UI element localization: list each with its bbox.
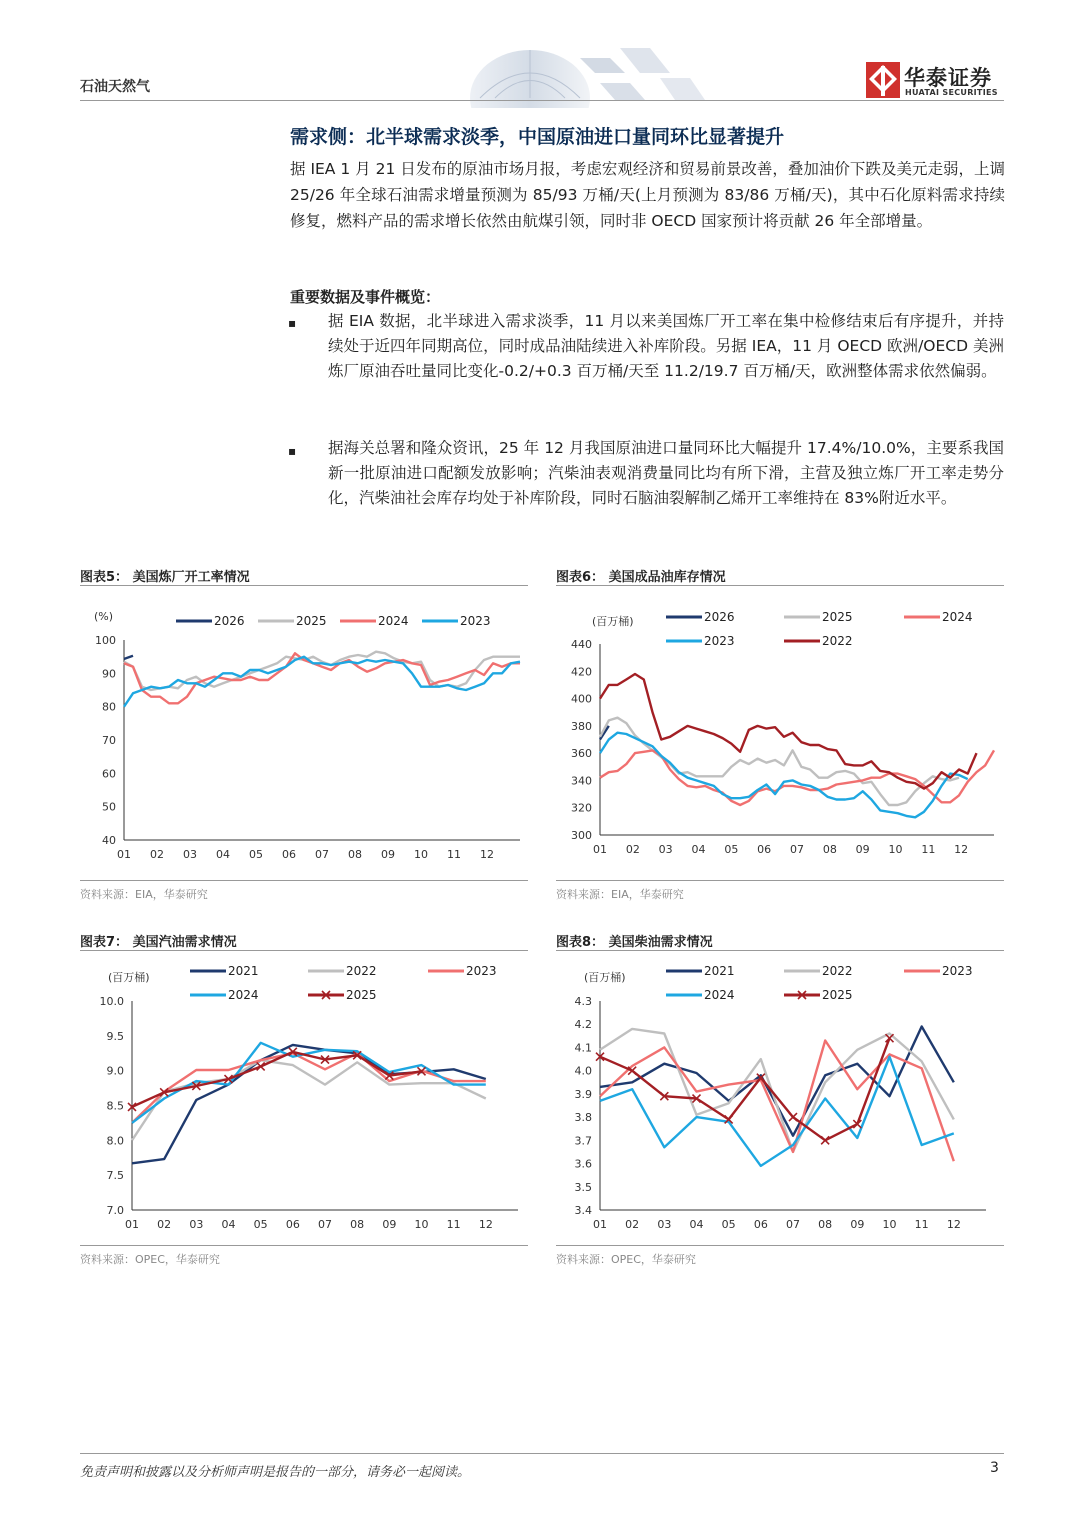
legend-item [308, 964, 377, 978]
bullet-text: 据海关总署和隆众资讯，25 年 12 月我国原油进口量同环比大幅提升 17.4%/10.0%，主要系我国新一批原油进口配额发放影响；汽柴油表观消费量同比均有所下滑，主营及独立炼厂开工率走势分化，汽柴油社会库存均处于补库阶段，同时石脑油裂解制乙烯开工率维持在 83%附近水平。 [328, 439, 1004, 507]
y-tick-label: 8.5 [106, 1099, 124, 1113]
legend-label: 2025 [822, 610, 853, 624]
x-tick-label: 06 [757, 843, 772, 856]
y-tick-label: 7.5 [106, 1169, 124, 1183]
x-tick-label: 08 [818, 1218, 833, 1231]
chart-product-inventory [556, 592, 1004, 874]
x-tick-label: 10 [414, 1218, 429, 1231]
x-tick-label: 12 [954, 843, 969, 856]
y-tick-label: 380 [571, 719, 592, 733]
legend-label: 2022 [346, 964, 377, 978]
legend-item [784, 610, 853, 624]
legend-label: 2024 [704, 988, 735, 1002]
legend-label: 2024 [228, 988, 259, 1002]
legend-label: 2025 [346, 988, 377, 1002]
x-tick-label: 11 [446, 1218, 461, 1231]
legend-item [308, 988, 377, 1002]
chart-refinery-utilization [80, 592, 528, 874]
chart-diesel-demand [556, 956, 1004, 1238]
y-tick-label: 70 [102, 734, 116, 747]
legend-label: 2021 [704, 964, 735, 978]
x-tick-label: 08 [350, 1218, 365, 1231]
figure-divider [556, 1245, 1004, 1246]
series-line-2025 [132, 1052, 422, 1107]
legend-item [422, 614, 491, 628]
x-tick-label: 02 [157, 1218, 172, 1231]
y-tick-label: 340 [571, 774, 592, 788]
x-tick-label: 01 [593, 843, 607, 856]
y-tick-label: 400 [571, 692, 592, 706]
legend-item [904, 964, 973, 978]
legend-item [784, 634, 853, 648]
x-tick-label: 02 [150, 848, 164, 861]
bullet-text: 据 EIA 数据，北半球进入需求淡季，11 月以来美国炼厂开工率在集中检修结束后有序提升，并持续处于近四年同期高位，同时成品油陆续进入补库阶段。另据 IEA，11 月 OECD 欧洲/OECD 美洲炼厂原油吞吐量同比变化-0.2/+0.3 百万桶/天至 11.2/19.7 百万桶/天，欧洲整体需求依然偏弱。 [328, 312, 1004, 380]
y-tick-label: 4.3 [574, 995, 592, 1008]
x-tick-label: 03 [657, 1218, 672, 1231]
x-tick-label: 05 [249, 848, 263, 861]
figure-title: 图表7： 美国汽油需求情况 [80, 935, 237, 950]
footer-divider [80, 1453, 1004, 1454]
x-tick-label: 03 [189, 1218, 204, 1231]
series-line-2021 [132, 1045, 486, 1163]
legend-label: 2023 [466, 964, 497, 978]
figure-divider [80, 585, 528, 586]
legend-item [666, 964, 735, 978]
series-line-2022 [600, 674, 977, 789]
legend-label: 2024 [942, 610, 973, 624]
unit-label: (百万桶) [584, 971, 626, 984]
chart-gasoline-demand [80, 956, 528, 1238]
series-line-2025 [124, 652, 520, 690]
y-tick-label: 90 [102, 667, 116, 681]
figure-title: 图表8： 美国柴油需求情况 [556, 935, 713, 950]
page-number: 3 [990, 1460, 999, 1476]
series-line-2026 [124, 656, 133, 659]
x-tick-label: 05 [253, 1218, 268, 1231]
figure-title: 图表6： 美国成品油库存情况 [556, 570, 726, 585]
x-tick-label: 05 [724, 843, 739, 856]
legend-label: 2023 [942, 964, 973, 978]
unit-label: (百万桶) [592, 615, 634, 628]
globe-decoration [450, 38, 730, 108]
x-tick-label: 12 [478, 1218, 493, 1231]
x-tick-label: 02 [625, 843, 640, 856]
x-tick-label: 03 [658, 843, 673, 856]
y-tick-label: 3.9 [574, 1087, 592, 1101]
y-tick-label: 3.5 [574, 1180, 592, 1194]
legend-item [340, 614, 409, 628]
legend-label: 2022 [822, 964, 853, 978]
figure-divider [80, 1245, 528, 1246]
y-tick-label: 10.0 [99, 995, 124, 1008]
y-tick-label: 360 [571, 747, 592, 761]
x-tick-label: 01 [593, 1218, 607, 1231]
legend-label: 2023 [704, 634, 735, 648]
legend-item [666, 988, 735, 1002]
x-tick-label: 01 [117, 848, 131, 861]
y-tick-label: 4.2 [574, 1018, 592, 1032]
x-tick-label: 06 [282, 848, 296, 861]
y-tick-label: 3.6 [574, 1157, 592, 1171]
figure-divider [556, 950, 1004, 951]
x-tick-label: 10 [888, 843, 903, 856]
x-tick-label: 07 [318, 1218, 332, 1231]
legend-label: 2026 [704, 610, 735, 624]
x-tick-label: 06 [285, 1218, 300, 1231]
x-tick-label: 07 [786, 1218, 800, 1231]
legend-label: 2021 [228, 964, 259, 978]
y-tick-label: 80 [102, 700, 116, 714]
figure-divider [556, 880, 1004, 881]
x-tick-label: 11 [447, 848, 461, 861]
x-tick-label: 07 [315, 848, 329, 861]
legend-item [666, 610, 735, 624]
y-tick-label: 60 [102, 767, 116, 781]
legend-item [666, 634, 735, 648]
x-tick-label: 03 [183, 848, 197, 861]
figure-source: 资料来源：EIA，华泰研究 [80, 888, 208, 901]
legend-item [258, 614, 327, 628]
intro-paragraph: 据 IEA 1 月 21 日发布的原油市场月报，考虑宏观经济和贸易前景改善，叠加油价下跌及美元走弱，上调 25/26 年全球石油需求增量预测为 85/93 万桶/天(上月预测为 83/86 万桶/天)，其中石化原料需求持续修复，燃料产品的需求增长依然由航煤引领，同时非 OECD 国家预计将贡献 26 年全部增量。 [290, 160, 1005, 230]
x-tick-label: 01 [125, 1218, 139, 1231]
x-tick-label: 09 [381, 848, 395, 861]
section-title: 需求侧：北半球需求淡季，中国原油进口量同环比显著提升 [290, 126, 785, 148]
legend-item [904, 610, 973, 624]
x-tick-label: 04 [221, 1218, 236, 1231]
bullet-mark: ▪ [288, 444, 297, 458]
bullet-mark: ▪ [288, 316, 297, 330]
y-tick-label: 4.1 [574, 1041, 592, 1055]
legend-label: 2023 [460, 614, 491, 628]
unit-label: (百万桶) [108, 971, 150, 984]
x-tick-label: 11 [914, 1218, 929, 1231]
y-tick-label: 9.5 [106, 1029, 124, 1043]
x-tick-label: 08 [348, 848, 362, 861]
legend-item [176, 614, 245, 628]
y-tick-label: 50 [102, 800, 116, 814]
y-tick-label: 440 [571, 638, 592, 651]
x-tick-label: 07 [790, 843, 804, 856]
x-tick-label: 04 [689, 1218, 704, 1231]
y-tick-label: 8.0 [106, 1134, 124, 1148]
y-tick-label: 7.0 [106, 1204, 124, 1217]
y-tick-label: 100 [95, 634, 116, 647]
x-tick-label: 02 [625, 1218, 640, 1231]
logo-en-text: HUATAI SECURITIES [905, 88, 998, 97]
legend-label: 2024 [378, 614, 409, 628]
x-tick-label: 09 [855, 843, 870, 856]
figure-divider [80, 950, 528, 951]
series-line-2023 [600, 733, 968, 818]
x-tick-label: 12 [946, 1218, 961, 1231]
legend-item [428, 964, 497, 978]
x-tick-label: 10 [414, 848, 428, 861]
legend-label: 2022 [822, 634, 853, 648]
unit-label: (%) [94, 610, 114, 623]
y-tick-label: 320 [571, 801, 592, 815]
x-tick-label: 10 [882, 1218, 897, 1231]
y-tick-label: 3.7 [574, 1134, 592, 1148]
figure-source: 资料来源：EIA，华泰研究 [556, 888, 684, 901]
x-tick-label: 08 [822, 843, 837, 856]
disclaimer-link[interactable]: 免责声明和披露以及分析师声明是报告的一部分，请务必一起阅读。 [80, 1465, 471, 1480]
figure-title: 图表5： 美国炼厂开工率情况 [80, 570, 250, 585]
y-tick-label: 3.4 [574, 1204, 592, 1217]
x-tick-label: 09 [382, 1218, 397, 1231]
series-marker [821, 1136, 829, 1144]
legend-label: 2025 [822, 988, 853, 1002]
y-tick-label: 3.8 [574, 1111, 592, 1125]
y-tick-label: 300 [571, 829, 592, 842]
y-tick-label: 9.0 [106, 1064, 124, 1078]
x-tick-label: 09 [850, 1218, 865, 1231]
y-tick-label: 40 [102, 834, 116, 847]
legend-item [190, 988, 259, 1002]
legend-item [784, 964, 853, 978]
figure-source: 资料来源：OPEC，华泰研究 [556, 1253, 696, 1266]
legend-label: 2026 [214, 614, 245, 628]
figure-divider [80, 880, 528, 881]
y-tick-label: 420 [571, 665, 592, 679]
legend-item [190, 964, 259, 978]
sector-label: 石油天然气 [80, 79, 150, 95]
figure-source: 资料来源：OPEC，华泰研究 [80, 1253, 220, 1266]
x-tick-label: 12 [480, 848, 494, 861]
x-tick-label: 04 [691, 843, 706, 856]
x-tick-label: 04 [216, 848, 230, 861]
series-line-2023 [600, 1041, 954, 1162]
figure-divider [556, 585, 1004, 586]
x-tick-label: 06 [753, 1218, 768, 1231]
y-tick-label: 4.0 [574, 1064, 592, 1078]
x-tick-label: 05 [721, 1218, 736, 1231]
overview-subtitle: 重要数据及事件概览： [290, 288, 441, 306]
header-divider [80, 100, 1004, 101]
legend-label: 2025 [296, 614, 327, 628]
series-marker [789, 1113, 797, 1121]
legend-item [784, 988, 853, 1002]
logo-cn-text: 华泰证券 [904, 66, 992, 90]
x-tick-label: 11 [921, 843, 936, 856]
